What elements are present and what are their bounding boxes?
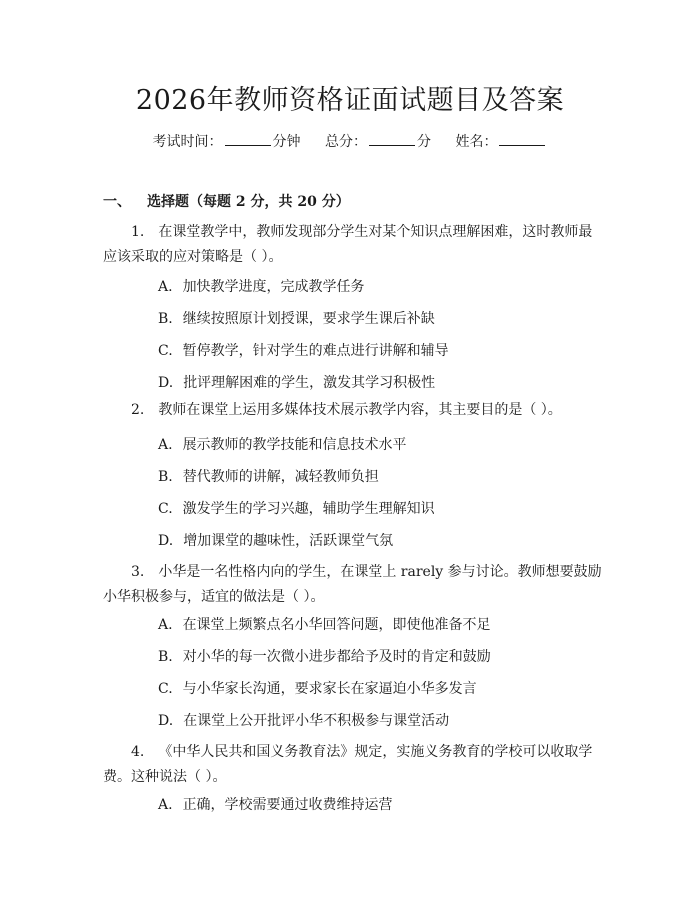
option-letter: A. xyxy=(158,797,173,813)
option-2a xyxy=(158,434,407,454)
option-1c xyxy=(158,340,449,360)
total-score-label: 总分： xyxy=(325,134,367,150)
question-text: 在课堂教学中，教师发现部分学生对某个知识点理解困难，这时教师最应该采取的应对策略是（ ）。 xyxy=(103,224,593,265)
option-3c xyxy=(158,678,477,698)
option-text: 在课堂上公开批评小华不积极参与课堂活动 xyxy=(183,713,450,729)
option-letter: D. xyxy=(158,375,174,391)
question-number: 3. xyxy=(131,564,145,580)
question-number: 4. xyxy=(131,744,145,760)
option-text: 正确，学校需要通过收费维持运营 xyxy=(182,797,393,813)
option-3b xyxy=(158,646,491,666)
option-text: 替代教师的讲解，减轻教师负担 xyxy=(182,469,379,485)
question-2 xyxy=(103,398,603,423)
option-letter: A. xyxy=(158,437,173,453)
option-text: 激发学生的学习兴趣，辅助学生理解知识 xyxy=(182,501,435,517)
question-text: 《中华人民共和国义务教育法》规定，实施义务教育的学校可以收取学费。这种说法（ ）。 xyxy=(103,744,593,785)
question-1 xyxy=(103,220,603,270)
option-1d xyxy=(158,372,435,392)
option-text: 对小华的每一次微小进步都给予及时的肯定和鼓励 xyxy=(182,649,491,665)
section-title: 选择题（每题 2 分，共 20 分） xyxy=(147,194,350,210)
option-text: 展示教师的教学技能和信息技术水平 xyxy=(182,437,407,453)
option-text: 在课堂上频繁点名小华回答问题，即使他准备不足 xyxy=(182,617,491,633)
option-1b xyxy=(158,308,435,328)
question-3 xyxy=(103,560,603,610)
exam-time xyxy=(153,131,301,151)
option-2d xyxy=(158,530,393,550)
option-letter: B. xyxy=(158,311,173,327)
option-1a xyxy=(158,276,365,296)
student-name-label: 姓名： xyxy=(455,134,498,150)
total-score xyxy=(325,131,431,151)
section-heading xyxy=(103,191,350,211)
option-letter: B. xyxy=(158,469,173,485)
total-score-unit: 分 xyxy=(417,134,431,150)
question-4 xyxy=(103,740,603,790)
page-title: 2026年教师资格证面试题目及答案 xyxy=(135,85,565,116)
option-3d xyxy=(158,710,449,730)
option-letter: D. xyxy=(158,713,174,729)
option-letter: A. xyxy=(158,617,173,633)
student-name-blank xyxy=(499,133,545,146)
question-text: 小华是一名性格内向的学生，在课堂上 rarely 参与讨论。教师想要鼓励小华积极参与，适宜的做法是（ ）。 xyxy=(103,564,602,605)
student-name xyxy=(455,131,547,151)
option-text: 暂停教学，针对学生的难点进行讲解和辅导 xyxy=(182,343,449,359)
option-letter: C. xyxy=(158,343,173,359)
option-text: 批评理解困难的学生，激发其学习积极性 xyxy=(183,375,436,391)
option-letter: D. xyxy=(158,533,174,549)
exam-time-label: 考试时间： xyxy=(152,134,223,150)
question-text: 教师在课堂上运用多媒体技术展示教学内容，其主要目的是（ ）。 xyxy=(158,402,562,418)
option-letter: A. xyxy=(158,279,173,295)
section-number: 一、 xyxy=(103,194,131,210)
exam-time-unit: 分钟 xyxy=(272,134,301,150)
option-letter: C. xyxy=(158,681,173,697)
option-text: 与小华家长沟通，要求家长在家逼迫小华多发言 xyxy=(182,681,477,697)
option-4a xyxy=(158,794,393,814)
option-letter: B. xyxy=(158,649,173,665)
option-text: 增加课堂的趣味性，活跃课堂气氛 xyxy=(183,533,394,549)
option-text: 加快教学进度，完成教学任务 xyxy=(182,279,365,295)
option-3a xyxy=(158,614,491,634)
exam-time-blank xyxy=(225,133,271,146)
option-2b xyxy=(158,466,379,486)
total-score-blank xyxy=(369,133,415,146)
question-number: 1. xyxy=(131,224,145,240)
option-2c xyxy=(158,498,435,518)
question-number: 2. xyxy=(131,402,145,418)
option-letter: C. xyxy=(158,501,173,517)
option-text: 继续按照原计划授课，要求学生课后补缺 xyxy=(182,311,435,327)
exam-meta xyxy=(0,131,700,151)
